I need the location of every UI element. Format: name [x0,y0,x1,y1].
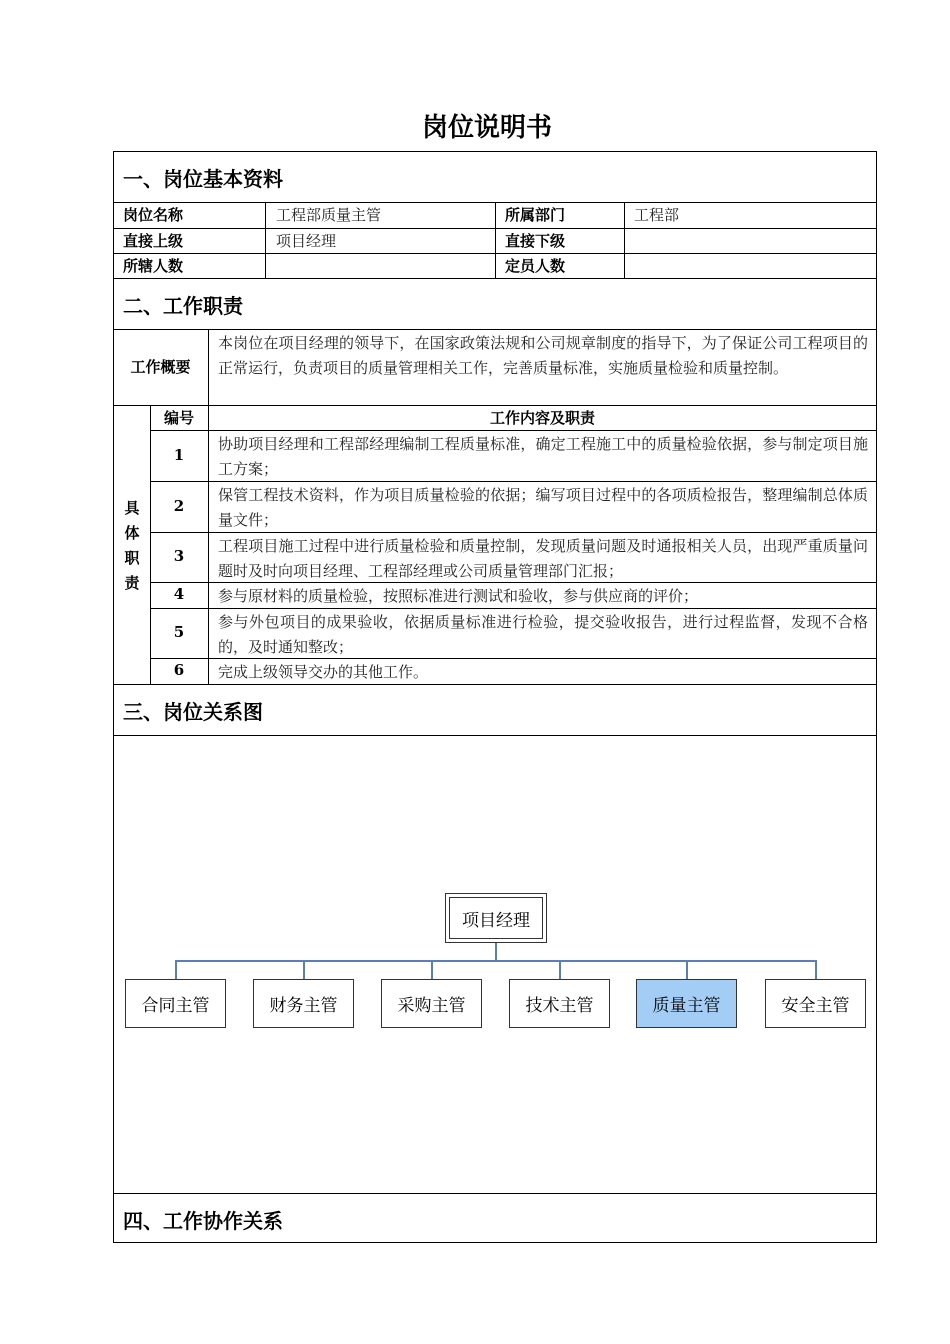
duty-number: 5 [173,623,185,641]
duty-number: 1 [173,446,185,464]
duty-text: 参与原材料的质量检验，按照标准进行测试和验收，参与供应商的评价； [218,587,699,605]
direct-subordinate-label: 直接下级 [505,232,566,250]
position-name-value: 工程部质量主管 [276,206,382,224]
duty-text: 完成上级领导交办的其他工作。 [218,663,429,681]
duty-text: 参与外包项目的成果验收，依据质量标准进行检验，提交验收报告，进行过程监督，发现不合格的，及时通知整改； [218,613,868,656]
duty-text: 协助项目经理和工程部经理编制工程质量标准，确定工程施工中的质量检验依据，参与制定项目施工方案； [218,435,868,478]
org-connector [495,943,497,961]
org-connector [303,960,305,979]
org-node-top [445,893,547,943]
duty-text: 保管工程技术资料，作为项目质量检验的依据；编写项目过程中的各项质检报告，整理编制总体质量文件； [218,486,868,529]
overview-label: 工作概要 [130,358,191,376]
divider [113,405,877,406]
org-connector [686,960,688,979]
org-node-quality-highlighted: 质量主管 [636,979,737,1028]
content-header: 工作内容及职责 [489,409,595,427]
divider [150,430,877,431]
section-relation-chart: 三、岗位关系图 [123,700,263,724]
divider [113,278,877,279]
divider [113,329,877,330]
specific-duties-label: 具 体 职 责 [124,499,140,592]
duty-text: 工程项目施工过程中进行质量检验和质量控制，发现质量问题及时通报相关人员，出现严重质量问题时及时向项目经理、工程部经理或公司质量管理部门汇报； [218,537,868,580]
direct-superior-value: 项目经理 [276,232,337,250]
org-connector [175,960,177,979]
section-basic-info: 一、岗位基本资料 [123,167,283,191]
duty-number: 4 [173,585,185,603]
position-name-label: 岗位名称 [123,206,184,224]
divider [624,202,625,278]
duty-number: 2 [173,497,185,515]
section-cooperation: 四、工作协作关系 [123,1209,283,1233]
divider [208,329,209,684]
org-node-finance: 财务主管 [253,979,354,1028]
duty-number: 3 [173,547,185,565]
managed-count-label: 所辖人数 [123,257,184,275]
department-label: 所属部门 [505,206,566,224]
divider [265,202,266,278]
org-connector [559,960,561,979]
overview-text: 本岗位在项目经理的领导下，在国家政策法规和公司规章制度的指导下，为了保证公司工程项目的正常运行，负责项目的质量管理相关工作，完善质量标准，实施质量检验和质量控制。 [218,334,868,377]
org-node-purchasing: 采购主管 [381,979,482,1028]
org-connector [431,960,433,979]
org-connector [175,960,817,962]
number-header: 编号 [163,409,194,427]
department-value: 工程部 [634,206,680,224]
staff-quota-label: 定员人数 [505,257,566,275]
duty-number: 6 [173,661,185,679]
org-node-label: 项目经理 [449,897,543,939]
org-node-contract: 合同主管 [125,979,226,1028]
divider [495,202,496,278]
org-node-safety: 安全主管 [765,979,866,1028]
section-duties: 二、工作职责 [123,294,243,318]
document-title: 岗位说明书 [421,113,552,143]
org-node-technical: 技术主管 [509,979,610,1028]
divider [113,735,877,736]
direct-superior-label: 直接上级 [123,232,184,250]
org-connector [815,960,817,979]
divider [113,1193,877,1194]
